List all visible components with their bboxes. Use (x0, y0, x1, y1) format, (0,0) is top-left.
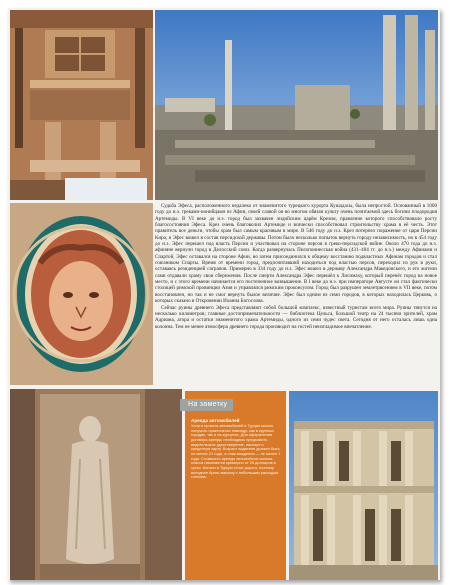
tip-sidebar (185, 391, 286, 580)
temple-columns-photo (155, 10, 438, 200)
sidebar-title: Аренда автомобилей (191, 418, 240, 423)
sidebar-banner: На заметку (180, 399, 233, 411)
celsus-library-photo (289, 391, 438, 580)
statue-niche-photo (10, 389, 182, 580)
article-paragraph: Сейчас руины древнего Эфеса представляют собой большой комплекс, известный туристам всего мира. Руины тянутся на несколько километров; главные достопримечательности — библиотека Цельса, большой театр на 24 тысячи зрителей, храм Адриана, агора и остатки знаменитого храма Артемиды, одного из семи чудес света. Сегодня от него осталась лишь одна колонна. Тем не менее атмосфера древнего города производит на гостей неизгладимое впечатление. (155, 304, 437, 330)
sidebar-body: Услуги проката автомобилей в Турции можно получить практически повсюду: как в крупных городах, так и на курортах. Для оформления договора аренды необходимо предъявить водительское удостоверение, паспорт и кредитную карту. Возраст водителя должен быть не менее 21 года, а стаж вождения — не менее 1 года. Стоимость аренды автомобиля эконом-класса начинается примерно от 25 долларов в сутки. Бензин в Турции стоит дорого, поэтому выгоднее брать машину с небольшим расходом топлива. (191, 423, 281, 480)
medusa-mosaic-photo (10, 203, 153, 385)
magazine-page (8, 8, 440, 580)
article-paragraph: Судьба Эфеса, расположенного недалеко от знаменитого турецкого курорта Кушадасы, была непростой. Основанный в 1000 году до н.э. греками-ионийцами из Афин, своей славой он во многом обязан культу очень почитаемой здесь богини плодородия Артемиды. В VI веке до н.э. город был захвачен лидийским царём Крезом, правление которого способствовало росту благосостояния Эфеса. Крез очень благоволил Артемиде и всячески способствовал строительству храма в её честь. Этот правитель все деньги, чтобы храм был самым красивым в мире. В 546 году до н.э. Крез потерпел поражение от царя Персии Кира, и Эфес вошел в состав персидской державы. Потом было несколько попыток вернуть городу независимость, но в 454 году до н.э. Эфес перешел под власть Персии и участвовал на стороне персов в греко-персидской войне. Около 470 года до н.э. афиняне вернули город в Делосский союз. Когда развернулась Пелопоннесская война (431–404 гг. до н.э.) между Афинами и Спартой, Эфес оставался на стороне Афин, но затем присоединился к общему восстанию подвластных Афинам городов и стал союзником Спарты. Время от времени город, предпочитавший находиться под властью персов, переходил из рук в руки, оставаясь резиденцией сатрапов. Примерно в 334 году до н.э. Эфес вошел в державу Александра Македонского, и его жители сами отдавали храму свои сбережения. После смерти Александра Эфес перешёл к Лисимаху, который перенёс город на новое место, и с этого времени начинается его постепенное возвышение. В I веке до н.э. при императоре Августе он стал фактически столицей римской провинции Азия и управлялся римским проконсулом. Город был разрушен землетрясением в VII веке, потом восстановлен, но так и не смог вернуть былое величие. Эфес был одним из семи городов, в которых находилась Церковь, о которых сказано в Откровении Иоанна Богослова. (155, 203, 437, 305)
article-body (155, 203, 437, 385)
library-relief-photo (10, 10, 153, 200)
